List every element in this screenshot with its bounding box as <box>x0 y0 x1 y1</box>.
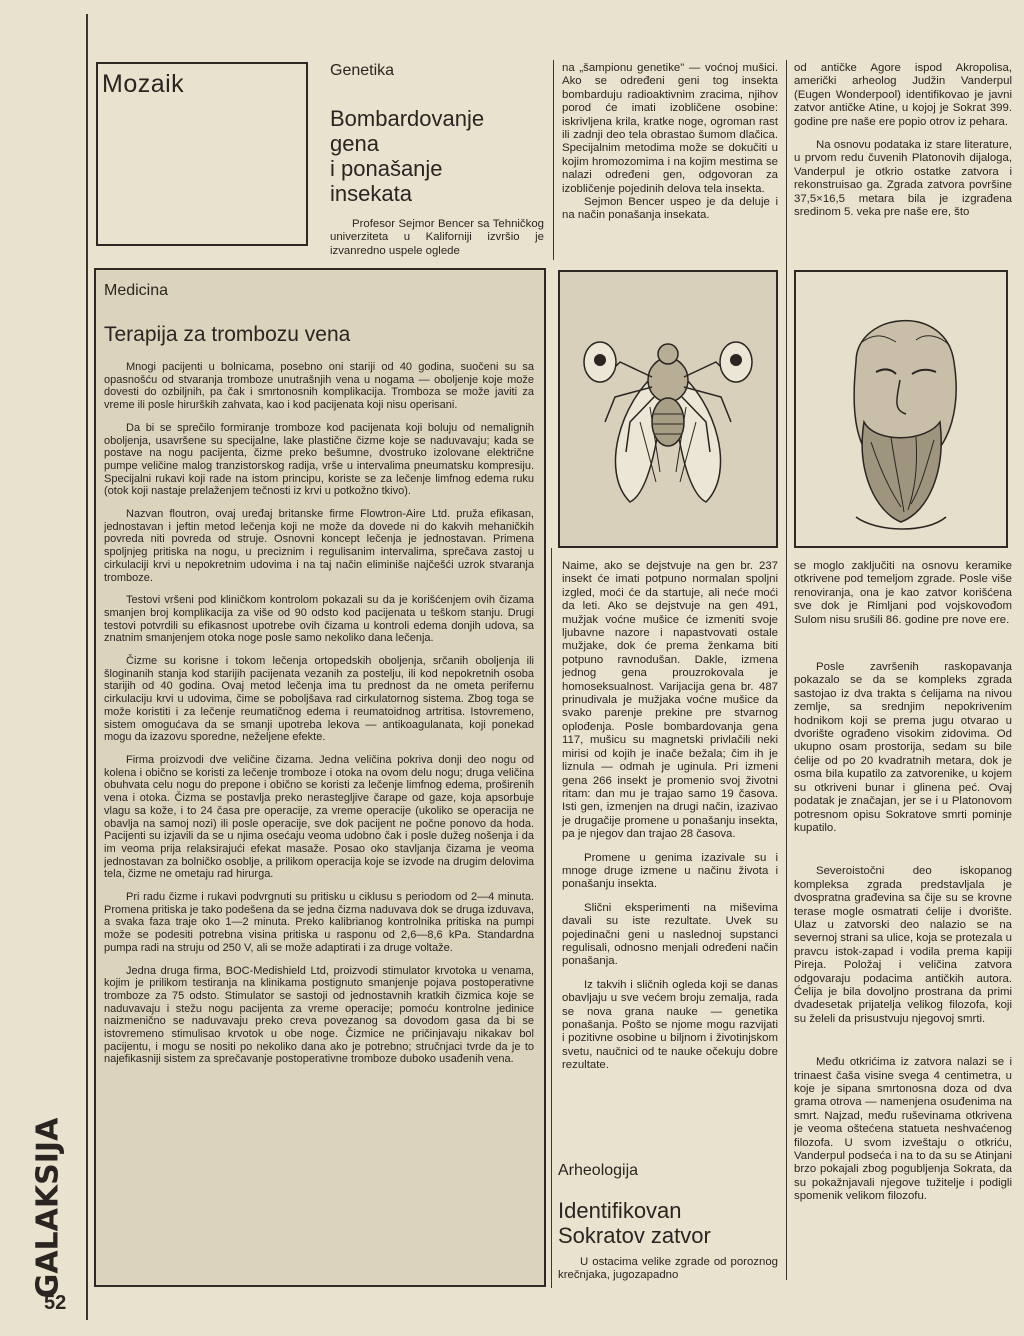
genetika-title: Bombardovanje gena i ponašanje insekata <box>330 106 485 206</box>
left-margin-rule <box>86 14 88 1320</box>
arheologija-section <box>558 1162 778 1286</box>
arheologija-kicker: Arheologija <box>558 1162 639 1179</box>
genetika-col2-top: na „šampionu genetike" — voćnoj mušici. Ako se određeni geni tog insekta bombarduju radioaktivnim zracima, njihov porod će imati izobličene osobine: iskrivljena krila, kratke noge, ogroman rast ili zadnji deo tela obrastao šumom dlačica. Specijalnim metodima može se dokučiti u kojim hromozomima i na kojim mestima se nalazi određeni gen, odgovoran za izobličenje pojedinih delova tela insekta. Sejmon Bencer uspeo je da deluje i na način ponašanja insekata. <box>562 62 778 222</box>
fruit-fly-icon <box>560 272 776 546</box>
page-number: 52 <box>44 1292 67 1314</box>
genetika-section <box>330 62 544 262</box>
genetika-intro: Profesor Sejmor Bencer sa Tehničkog univerziteta u Kaliforniji izvršio je izvanredno uspele oglede <box>330 218 544 257</box>
arheologija-col3-bottom: se moglo zaključiti na osnovu keramike otkrivene pod temeljom zgrade. Posle više renoviranja, ona je kao zatvor korišćena sve dok je Rimljani pod vojskovođom Sulom nisu srušili 86. godine pre nove ere. Posle završenih raskopavanja pokazalo se da se kompleks zgrada sastojao iz dva trakta s ćelijama na nivou zemlje, sa srednjim nepokrivenim hodnikom koji se prema jugu otvarao u dvorište ograđeno visokim zidovima. Od ukupno osam prostorija, sedam su bile ćelije od po 20 kvadratnih metara, dok je osma bila kupatilo za zatvorenike, u kojem su otkriveni bunar i glinena peć. Ovaj podatak je značajan, jer se i u Platonovom potresnom opisu Sokratove smrti pominje kupatilo. Severoistočni deo iskopanog kompleksa zgrada predstavljala je dvospratna građevina sa čije su se krovne terase mogle osmatrati ćelije i dvorište. Ulaz u zatvorski deo nalazio se na severnoj strani sa ulice, koja se protezala u pravcu istok-zapad i vodila prema kapiji Pireja. Položaj i veličina zatvora odgovaraju podacima antičkih autora. Ćelija je bila dovoljno prostrana da primi dvadesetak prijatelja velikog filozofa, koji su želeli da prisustvuju njegovoj smrti. Među otkrićima iz zatvora nalazi se i trinaest čaša visine svega 4 centimetra, u koje je sipana smrtonosna doza od dva grama otrova — namenjena osuđenima na smrt. Najzad, među ruševinama otkrivena je veoma oštećena statueta neshvaćenog filozofa. U svom izveštaju o otkriću, Vanderpul podseća i na to da su se Atinjani brzo pokajali zbog pogubljenja Sokrata, da su pokažnjavali njegove tužitelje i podigli spomenik velikom filozofu. <box>794 560 1012 1203</box>
mozaik-title: Mozaik <box>102 70 185 98</box>
arheologija-title: Identifikovan Sokratov zatvor <box>558 1198 711 1248</box>
galaksija-logo <box>24 1118 74 1298</box>
column-rule-1 <box>553 60 554 260</box>
column-rule-2 <box>786 60 787 1280</box>
medicina-body: Mnogi pacijenti u bolnicama, posebno oni stariji od 40 godina, suočeni su sa opasnošću od stvaranja tromboze unutrašnjih vena u nogama — oboljenje koje može dovesti do ozbiljnih, pa čak i smrtonosnih komplikacija. Tromboza se može javiti za vreme ili posle hirurških zahvata, kao i kod pacijenata koji nisu operisani. Da bi se sprečilo formiranje tromboze kod pacijenata koji boluju od nemalignih oboljenja, usavršene su specijalne, lake plastične čizme koje se naduvavaju; kada se postave na nogu pacijenta, čizme preko bešumne, dvostruko izolovane električne pumpe veličine malog tranzistorskog radija, vrše u intervalima pneumatsku kompresiju. Specijalni rukavi koji rade na istom principu, koriste se za lečenje limfnog edema ruku (otok koji nastaje prelaženjem tečnosti iz krvi u potkožno tkivo). Nazvan floutron, ovaj uređaj britanske firme Flowtron-Aire Ltd. pruža efikasan, jednostavan i jeftin metod lečenja koji ne može da dovede ni do kakvih mehaničkih povreda niti povreda od struje. Osnovni koncept lečenja je jednostavan. Primena spoljnjeg pritiska na nogu, u preciznim i regulisanim intervalima, sprečava zastoj u cirkulaciji krvi u nepokretnim udovima i na taj način eliminiše najčešći uzrok stvaranja tromboze. Testovi vršeni pod kliničkom kontrolom pokazali su da je korišćenjem ovih čizama smanjen broj komplikacija za više od 90 odsto kod pacijenata u teškom stanju. Drugi testovi potvrdili su efikasnost upotrebe ovih čizama u kontroli edema donjih udova, sa znatnim smanjenjem otoka noge posle samo nekoliko dana lečenja. Čizme su korisne i tokom lečenja ortopedskih oboljenja, srčanih oboljenja ili šloginanih stanja kod starijih pacijenata vezanih za postelju, ili kod nepokretnih osoba starijih od 40 godina. Ovaj metod lečenja ima tu prednost da ne ometa perifernu cirkulaciju krvi u udovima, čime se poboljšava rad cirkulatornog sistema. Zbog toga se može koristiti i za lečenje reumatičnog edema i reumatoidnog artritisa. Istovremeno, sistem omogućava da se smanji upotreba lekova — antikoagulanata, koji ponekad mogu da izazovu sporedne, neželjene efekte. Firma proizvodi dve veličine čizama. Jedna veličina pokriva donji deo nogu od kolena i obično se koristi za lečenje tromboze i otoka na ovom delu nogu; druga veličina obuhvata celu nogu do prepone i obično se koristi za lečenje limfnog edema, proširenih vena i otoka. Čizma se postavlja preko nerastegljive čarape od gaze, koja apsorbuje vlagu sa kože, i to 24 časa pre operacije, za vreme operacije (ukoliko se operacija ne obavlja na samoj nozi) ili posle operacije, sve dok pacijent ne počne ponovo da hoda. Pacijenti su izjavili da se u njima osećaju veoma udobno čak i posle dužeg nošenja i da im veoma prija relaksirajući efekat masaže. Posao oko stavljanja čizama je veoma jednostavan za bolničko osoblje, a prilikom operacija koje se izvode na drugim delovima tela, čizme ne ometaju rad hirurga. Pri radu čizme i rukavi podvrgnuti su pritisku u ciklusu s periodom od 2—4 minuta. Promena pritiska je tako podešena da se jedna čizma naduvava dok se druga izduvava, a svaka faza traje oko 1—2 minuta. Preko kalibrianog kontrolnika pritiska na pumpi može se podesiti potrebna visina pritiska u rasponu od 2,6—8,6 kPa. Standardna pumpa radi na struju od 250 V, ali se može adaptirati i za druge voltaže. Jedna druga firma, BOC-Medishield Ltd, proizvodi stimulator krvotoka u venama, kojim je prilikom testiranja na klinikama postignuto smanjenje pojava postoperativne tromboze za 75 odsto. Stimulator se sastoji od jednostavnih kratkih čizmica koje se naduvavaju i stežu nogu pacijenta za vreme operacije; pomoću kontrolne jedinice naizmenično se naduvavaju preko creva povezanog sa dovodom gasa da bi se istovremeno stimulisao krvotok u obe noge. Čizmice ne pričinjavaju nikakav bol pacijentu, i mogu se nositi po nekoliko dana ako je potrebno; stručnjaci tvrde da je to najefikasniji sistem za sprečavanje postoperativne tromboze duboko usađenih vena. <box>104 361 534 1066</box>
svg-text:GALAKSIJA: GALAKSIJA <box>30 1118 66 1298</box>
column-rule-3 <box>551 548 552 1288</box>
arheologija-intro: U ostacima velike zgrade od poroznog krečnjaka, jugozapadno <box>558 1256 778 1282</box>
fruit-fly-illustration <box>558 270 778 548</box>
medicina-section <box>104 282 534 1282</box>
socrates-bust-icon <box>796 272 1006 546</box>
arheologija-col3-top: od antičke Agore ispod Akropolisa, američki arheolog Judžin Vanderpul (Eugen Wonderpool) identifikovao je javni zatvor antičke Atine, u kojoj je Sokrat 399. godine pre naše ere popio otrov iz pehara. Na osnovu podataka iz stare literature, u prvom redu čuvenih Platonovih dijaloga, Vanderpul je otkrio ostatke zatvora i rekonstruisao ga. Zgrada zatvora površine 37,5×16,5 metara bila je izgrađena sredinom 5. veka pre naše ere, što <box>794 62 1012 219</box>
medicina-title: Terapija za trombozu vena <box>104 323 351 346</box>
medicina-kicker: Medicina <box>104 282 169 299</box>
genetika-kicker: Genetika <box>330 62 395 79</box>
genetika-col2-bottom: Naime, ako se dejstvuje na gen br. 237 insekt će imati potpuno normalan spoljni izgled, moći će da startuje, ali neće moći da leti. Ako se dejstvuje na gen 491, mužjak voćne mušice će izmeniti svoje ljubavne nazore i napastvovati ostale mužjake, dok će prema ženkama biti potpuno ravnodušan. Dakle, izmena jednog gena prouzrokovala je homoseksualnost. Varijacija gena br. 487 prinudivala je mužjaka voćne mušice da svako parenje prekine pre stvarnog oplođenja. Posle bombardovanja gena 117, mušicu su magnetski privlačili neki mirisi od kojih je inače bežala; čim ih je liznula — odmah je uginula. Pri izmeni gena 266 insekt je promenio svoj životni ritam: dan mu je trajao samo 19 časova. Isti gen, izmenjen na drugi način, izazivao je drugačije promene u ponašanju insekta, pa je njegov dan trajao 28 časova. Promene u genima izazivale su i mnoge druge izmene u načinu života i ponašanju insekta. Slični eksperimenti na miševima davali su iste rezultate. Uvek su pojedinačni geni u naslednoj supstanci regulisali, odnosno menjali određeni način ponašanja. Iz takvih i sličnih ogleda koji se danas obavljaju u sve većem broju zemalja, rada se nova grana nauke — genetika ponašanja. Pošto se njome mogu razvijati i pozitivne osobine u biljnom i životinjskom svetu, naučnici od te nauke očekuju dobre rezultate. <box>562 560 778 1072</box>
socrates-illustration <box>794 270 1008 548</box>
